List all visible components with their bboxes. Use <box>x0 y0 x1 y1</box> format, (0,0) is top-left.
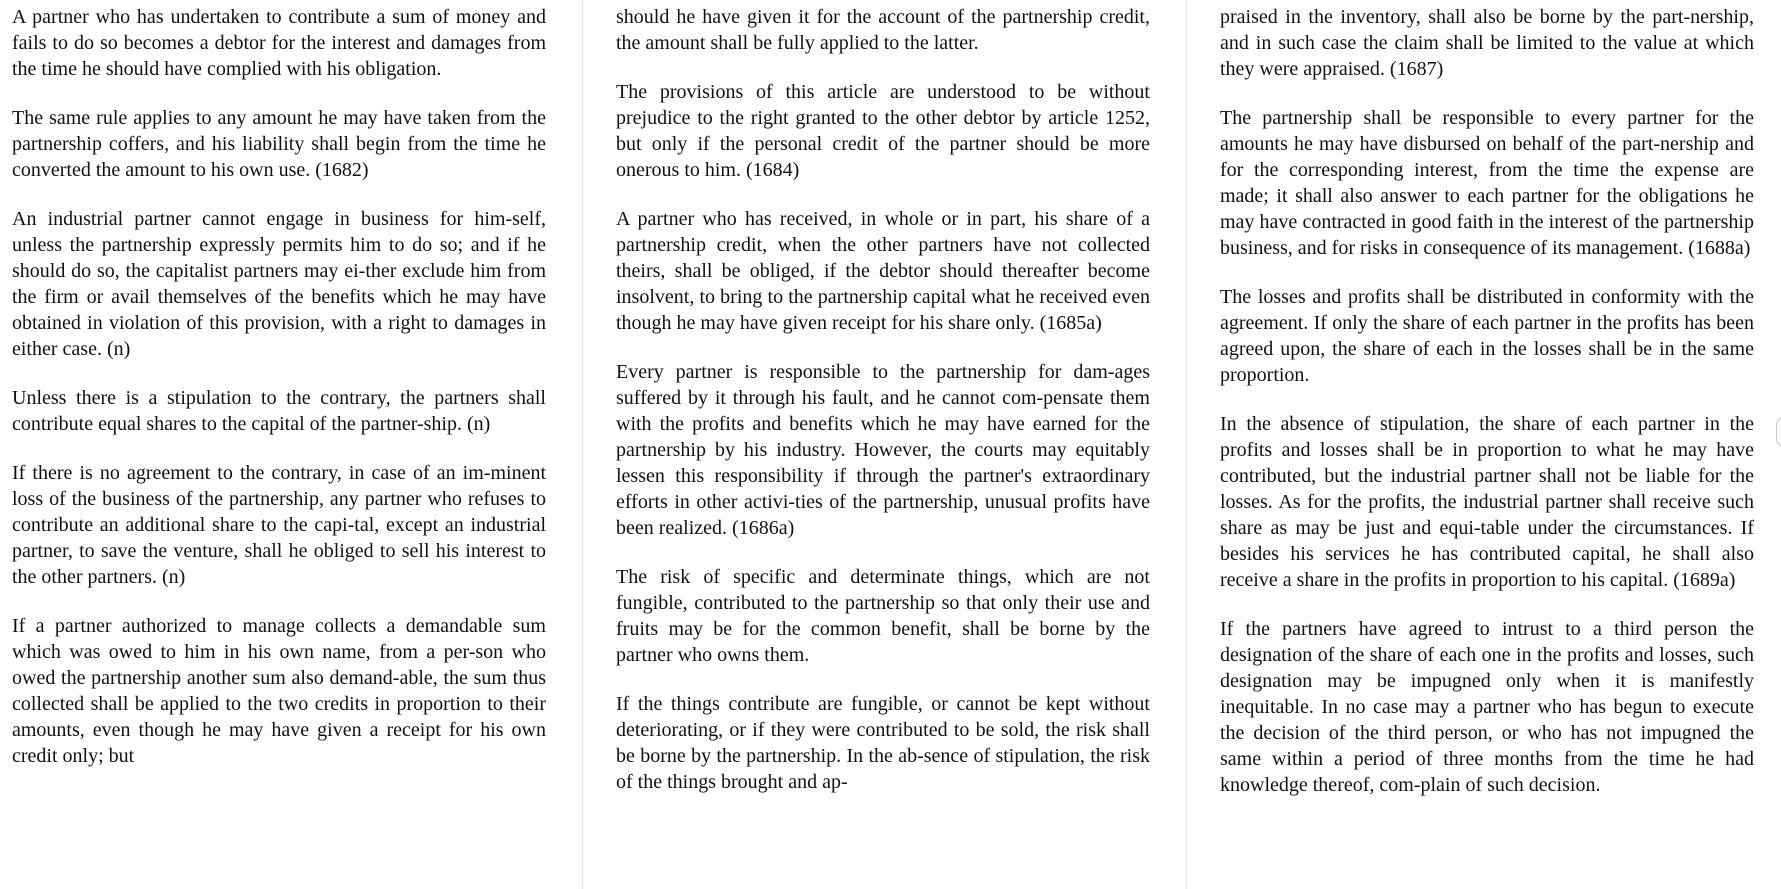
paragraph: The provisions of this article are understood to be without prejudice to the right granted to the other debtor by article 1252, but only if the personal credit of the partner should be more onerous to him. (1684) <box>616 81 1150 181</box>
paragraph: If the things contribute are fungible, or cannot be kept without deteriorating, or if they were contributed to be sold, the risk shall be borne by the partnership. In the ab-sence of stipulation, the risk of the things brought and ap- <box>616 693 1150 793</box>
paragraph: If a partner authorized to manage collects a demandable sum which was owed to him in his own name, from a per-son who owed the partnership another sum also demand-able, the sum thus collected shall be applied to the two credits in proportion to their amounts, even though he may have given a receipt for his own credit only; but <box>12 615 546 767</box>
text-column-1 <box>12 4 546 769</box>
paragraph: Every partner is responsible to the partnership for dam-ages suffered by it through his fault, and he cannot com-pensate them with the profits and benefits which he may have earned for the partnership by his industry. However, the courts may equitably lessen this responsibility if through the partner's extraordinary efforts in other activi-ties of the partnership, unusual profits have been realized. (1686a) <box>616 361 1150 539</box>
paragraph: should he have given it for the account of the partnership credit, the amount shall be fully applied to the latter. <box>616 6 1150 54</box>
paragraph: The partnership shall be responsible to every partner for the amounts he may have disbursed on behalf of the part-nership and for the corresponding interest, from the time the expense are made; it shall also answer to each partner for the obligations he may have contracted in good faith in the interest of the partnership business, and for risks in consequence of its management. (1688a) <box>1220 107 1754 259</box>
column-divider <box>1186 0 1187 889</box>
paragraph: If the partners have agreed to intrust to a third person the designation of the share of each one in the profits and losses, such designation may be impugned only when it is manifestly inequitable. In no case may a partner who has begun to execute the decision of the third person, or who has not impugned the same within a period of three months from the time he had knowledge thereof, com-plain of such decision. <box>1220 618 1754 796</box>
paragraph: A partner who has received, in whole or in part, his share of a partnership credit, when the other partners have not collected theirs, shall be obliged, if the debtor should thereafter become insolvent, to bring to the partnership capital what he received even though he may have given receipt for his share only. (1685a) <box>616 208 1150 334</box>
paragraph: Unless there is a stipulation to the contrary, the partners shall contribute equal shares to the capital of the partner-ship. (n) <box>12 387 546 435</box>
paragraph: In the absence of stipulation, the share of each partner in the profits and losses shall be in proportion to what he may have contributed, but the industrial partner shall not be liable for the losses. As for the profits, the industrial partner shall receive such share as may be just and equi-table under the circumstances. If besides his services he has contributed capital, he shall also receive a share in the profits in proportion to his capital. (1689a) <box>1220 413 1754 591</box>
column-divider <box>582 0 583 889</box>
text-column-2 <box>616 4 1150 795</box>
paragraph: The losses and profits shall be distributed in conformity with the agreement. If only the share of each partner in the profits has been agreed upon, the share of each in the losses shall be in the same proportion. <box>1220 286 1754 386</box>
text-column-3 <box>1220 4 1754 798</box>
paragraph: If there is no agreement to the contrary, in case of an im-minent loss of the business of the partnership, any partner who refuses to contribute an additional share to the capi-tal, except an industrial partner, to save the venture, shall he obliged to sell his interest to the other partners. (n) <box>12 462 546 588</box>
side-scroll-handle[interactable] <box>1776 416 1781 448</box>
paragraph: The same rule applies to any amount he may have taken from the partnership coffers, and his liability shall begin from the time he converted the amount to his own use. (1682) <box>12 107 546 181</box>
paragraph: A partner who has undertaken to contribute a sum of money and fails to do so becomes a debtor for the interest and damages from the time he should have complied with his obligation. <box>12 6 546 80</box>
paragraph: An industrial partner cannot engage in business for him-self, unless the partnership expressly permits him to do so; and if he should do so, the capitalist partners may ei-ther exclude him from the firm or avail themselves of the benefits which he may have obtained in violation of this provision, with a right to damages in either case. (n) <box>12 208 546 360</box>
paragraph: praised in the inventory, shall also be borne by the part-nership, and in such case the claim shall be limited to the value at which they were appraised. (1687) <box>1220 6 1754 80</box>
paragraph: The risk of specific and determinate things, which are not fungible, contributed to the partnership so that only their use and fruits may be for the common benefit, shall be borne by the partner who owns them. <box>616 566 1150 666</box>
